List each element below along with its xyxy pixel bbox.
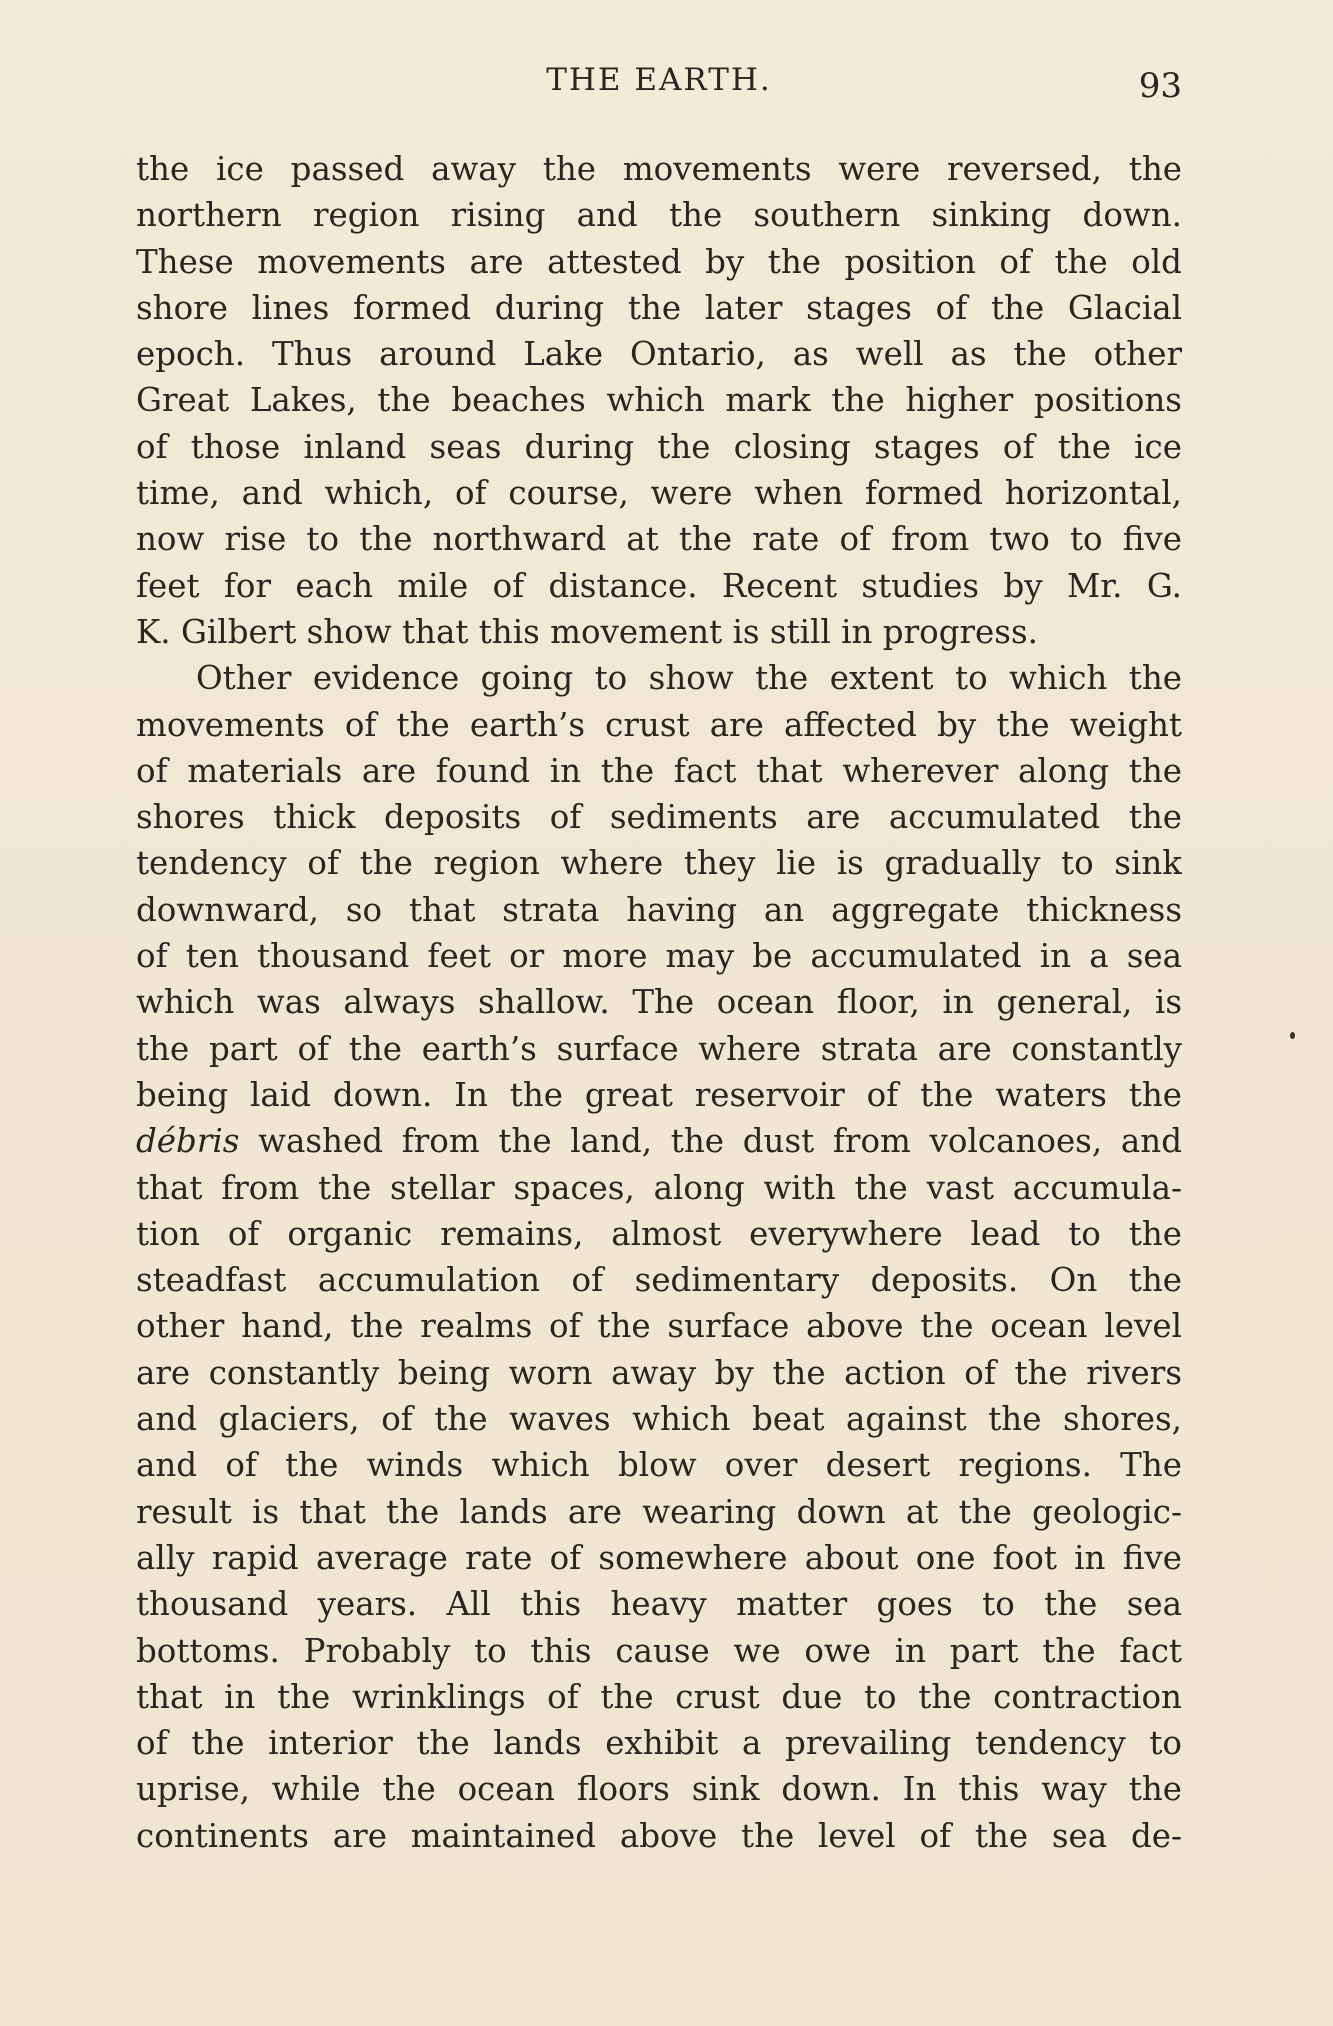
text-line: of the interior the lands exhibit a prevailing tendency to <box>136 1724 1182 1763</box>
text-line: are constantly being worn away by the action of the rivers <box>136 1353 1182 1392</box>
page-number: 93 <box>1138 66 1182 106</box>
running-head <box>136 62 1182 112</box>
text-line: feet for each mile of distance. Recent studies by Mr. G. <box>136 566 1182 605</box>
text-line: time, and which, of course, were when formed horizontal, <box>136 474 1182 513</box>
text-line: movements of the earth’s crust are affected by the weight <box>136 705 1182 744</box>
text-line: K. Gilbert show that this movement is still in progress. <box>136 612 1038 651</box>
text-line: other hand, the realms of the surface above the ocean level <box>136 1307 1182 1346</box>
text-line-with-italic <box>136 1118 1182 1164</box>
text-line: tion of organic remains, almost everywhere lead to the <box>136 1214 1182 1253</box>
text-line: continents are maintained above the level of the sea de- <box>136 1816 1182 1855</box>
text-line: of ten thousand feet or more may be accumulated in a sea <box>136 937 1182 976</box>
italic-word: débris <box>136 1122 240 1161</box>
text-line: epoch. Thus around Lake Ontario, as well as the other <box>136 335 1182 374</box>
text-line: that in the wrinklings of the crust due to the contraction <box>136 1677 1182 1716</box>
text-line: shores thick deposits of sediments are accumulated the <box>136 798 1182 837</box>
text-line: Great Lakes, the beaches which mark the higher positions <box>136 381 1182 420</box>
text-line: now rise to the northward at the rate of from two to five <box>136 520 1182 559</box>
text-line: and of the winds which blow over desert regions. The <box>136 1446 1182 1485</box>
text-line: that from the stellar spaces, along with the vast accumula- <box>136 1168 1182 1207</box>
text-line: of those inland seas during the closing stages of the ice <box>136 427 1182 466</box>
paragraph-2 <box>136 655 1182 1859</box>
text-line: downward, so that strata having an aggregate thickness <box>136 890 1182 929</box>
text-line: northern region rising and the southern sinking down. <box>136 196 1182 235</box>
text-line: shore lines formed during the later stages of the Glacial <box>136 288 1182 327</box>
text-line: result is that the lands are wearing down at the geologic- <box>136 1492 1182 1531</box>
body-text <box>136 146 1182 1859</box>
text-line: Other evidence going to show the extent to which the <box>196 659 1182 698</box>
text-line: which was always shallow. The ocean floor, in general, is <box>136 983 1182 1022</box>
text-line: These movements are attested by the position of the old <box>136 242 1182 281</box>
ink-speck <box>1290 1032 1295 1039</box>
text-line: of materials are found in the fact that wherever along the <box>136 751 1182 790</box>
text-line: uprise, while the ocean floors sink down. In this way the <box>136 1770 1182 1809</box>
text-line: the ice passed away the movements were reversed, the <box>136 150 1182 188</box>
text-line: tendency of the region where they lie is gradually to sink <box>136 844 1182 883</box>
text-line: and glaciers, of the waves which beat against the shores, <box>136 1400 1182 1439</box>
paragraph-1 <box>136 146 1182 655</box>
line-remainder: washed from the land, the dust from volcanoes, and <box>239 1122 1182 1161</box>
running-title: THE EARTH. <box>546 62 772 98</box>
text-line: the part of the earth’s surface where strata are constantly <box>136 1029 1182 1068</box>
text-line: thousand years. All this heavy matter goes to the sea <box>136 1585 1182 1624</box>
text-line: steadfast accumulation of sedimentary deposits. On the <box>136 1261 1182 1300</box>
text-line: being laid down. In the great reservoir of the waters the <box>136 1075 1182 1114</box>
text-line: bottoms. Probably to this cause we owe in part the fact <box>136 1631 1182 1670</box>
text-line: ally rapid average rate of somewhere about one foot in five <box>136 1538 1182 1577</box>
